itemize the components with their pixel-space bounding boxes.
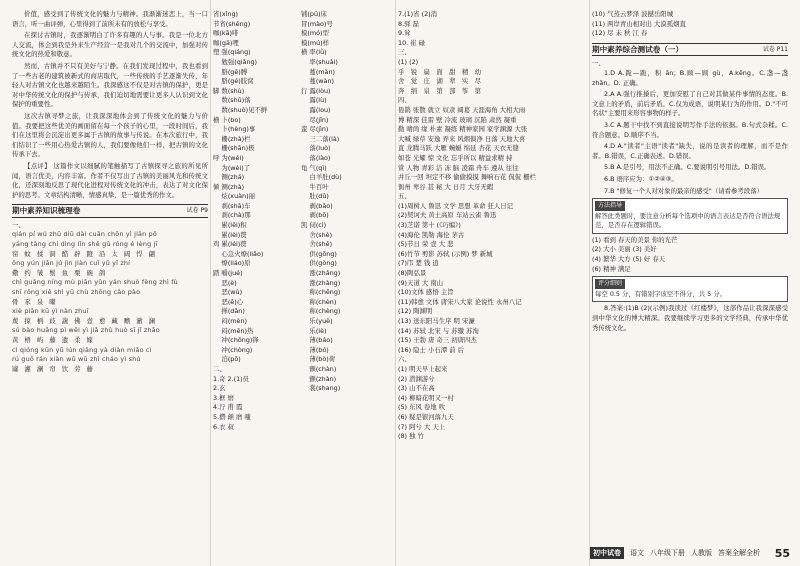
answer-item: (12) 陶渊明 <box>398 307 433 316</box>
answer-item: (1)周树人 鲁迅 文学 思想 革命 狂人日记 <box>398 201 514 210</box>
pronunciation-item: 剥(bō) <box>301 211 329 220</box>
section-number: 一、 <box>592 59 605 68</box>
answer-paragraph: 1.D A.跪—跪，积 ān；B.顾—顾 gù，A.kēng。C.盏—盏 zhǎn。D. 正确。 <box>592 68 788 87</box>
pinyin-list <box>12 230 208 374</box>
pronunciation-item: 铺(pū)床 <box>301 10 327 18</box>
pronunciation-item: 累(lèi)赘 <box>213 230 247 239</box>
answer-item: (7) 阿兮 大 天上 <box>398 422 446 431</box>
fill-answer-item: (2) 大小 美丽 (3) 美好 <box>592 245 657 254</box>
answer-item: 直 龙腾马跃 大雁 蜿蜒 绵延 杏花 天衣无缝 <box>398 144 519 153</box>
pinyin-row: yáng tāng chí dìng lǐn shě gǔ róng é lèng jī <box>12 240 158 249</box>
column-divider <box>210 0 211 566</box>
pronunciation-item: 率(shuài) <box>301 57 338 66</box>
pronunciation-item: 恶(è) <box>213 278 237 287</box>
answer-item: 六、 <box>398 355 411 364</box>
poem-answer-item: (11) 两岸青山相对出 大漠孤烟直 <box>592 19 686 28</box>
answer-item: 并丘一回 坦定不移 偷偷摸摸 舞响石花 侃侃 栅栏 <box>398 173 536 182</box>
pronunciation-item: 薄(bò)荷 <box>301 355 336 364</box>
pinyin-row: sú bào huāng pì wěi yì jiǎ zhù huò sī jǐ zhāo <box>12 326 160 335</box>
pronunciation-item: 涨(zhǎng) <box>301 269 341 278</box>
section-title: 期中素养综合测试卷（一） <box>592 44 684 54</box>
answer-item: (9)天道 大 南山 <box>398 278 444 287</box>
final-answer: 8.答案:(1)B (2)(示例)我读过《红楼梦》，这部作品让我深深感受到中华文化的博大精深。我要继续学习更多的文学经典，传承中华优秀传统文化。 <box>592 304 788 332</box>
pronunciation-item: 2.玄 <box>213 384 226 393</box>
page-number: 55 <box>774 546 790 560</box>
answer-paragraph: 5.B A.是引号，用法不正确。C.要说明引号用法。D.错误。 <box>604 163 771 172</box>
pronunciation-item: 尽(jǐn) <box>301 115 329 124</box>
pronunciation-item: 舍(shě) <box>301 240 333 249</box>
pronunciation-item: 蔓(màn) <box>301 67 335 76</box>
essay-paragraph: 然而，古镇并不只有美好与宁静。在我们发现过程中，我也看到了一些古老的建筑被新式的商店取代，一些传统的手艺逐渐失传，年轻人对古镇文化也越来越陌生。我深感这不仅是对古镇的保护，更是对中华传统文化的保护与传承，我们迫切地需要让更多人认识到文化保护的重要性。 <box>12 61 208 109</box>
column-3 <box>398 10 586 550</box>
page-footer <box>590 546 790 560</box>
scoring-box <box>592 276 788 302</box>
method-tip-text: 解答此类题时，要注意分析每个选项中的语言表达是否符合语法规范，是否存在逻辑错误。 <box>595 211 781 230</box>
pronunciation-item: 数(shuò)见不鲜 <box>213 105 268 114</box>
pronunciation-item: 薄(bó) <box>301 345 329 354</box>
answer-item: (10)文体 感悟 主旨 <box>398 288 454 297</box>
pronunciation-item: 涨(zhàng) <box>301 278 341 287</box>
pronunciation-item: 呼 为(wéi) <box>213 153 244 162</box>
answer-paragraph: 2.A A.强行推搡后，更加安慰了自己对其做某件事情的态度。B.文意上的矛盾，前后矛盾。C.仅为成语，说明某行为的作用。D."不可名状"主要用来形容事物的样子。 <box>592 90 788 118</box>
hanzi-row: 黄 梧 屿 藤 遗 柔 嫁 <box>12 336 95 344</box>
answer-item: 赏 人物 青彩 洁 冻 脑 凌霜 舟车 遵从 往往 <box>398 163 519 172</box>
answer-item: (15) 王勃 唐 奇三 初唐四杰 <box>398 336 477 345</box>
pronunciation-item: 3.框 磨 <box>213 393 234 402</box>
pronunciation-item: 累(lěi)积 <box>213 221 247 230</box>
hanzi-row: 蔑 掠 柄 歧 蔬 佛 壹 愈 藏 赡 澈 澜 <box>12 316 158 325</box>
pronunciation-item: 1.奇 2.(1)员 <box>213 374 250 383</box>
answer-paragraphs <box>592 69 788 196</box>
answer-item: (6) 疑是银河落九天 <box>398 412 454 421</box>
pronunciation-item: 为(wèi)了 <box>213 163 251 172</box>
pronunciation-item: 踏 嚼(jué) <box>213 269 243 278</box>
answer-item: (14) 苏轼 北宋 与 苏辙 苏洵 <box>398 326 479 335</box>
answer-item: 如苍 光耀 惊 文化 忘乎所以 精益求精 持 <box>398 153 513 162</box>
pronunciation-item: 薄(báo) <box>301 336 333 345</box>
answer-item: 五、 <box>398 192 411 201</box>
pinyin-row: ǒng yún jiān jú jìn jiàn cuī yǔ yǐ zhí <box>12 259 131 268</box>
poem-answer-item: (12) 尽 未 秋 江 春 <box>592 29 648 38</box>
hanzi-row: 窑 蚊 揉 洞 酷 辟 蹬 沿 太 阔 悍 翩 <box>12 249 158 258</box>
pronunciation-item: 刹(shā)车 <box>213 201 251 210</box>
answer-item: (1) (2) <box>398 57 419 66</box>
pinyin-row: qián pí wú zhū diū dài cuān chōn yì jiān pō <box>12 230 158 239</box>
pronunciation-item: 刹(chà)那 <box>213 211 251 220</box>
answer-list <box>398 10 586 442</box>
answer-item: (6)竹节 剪影 苏轼 (示例) 梦 新城 <box>398 249 493 258</box>
essay-paragraph: 在探讨古镇时，我逐渐明白了许多有趣的人与事。我是一位北方人交流，体会到我是外来生产经营一是我对几个的交流中，加强对传统文化的热爱和敬意。 <box>12 31 208 59</box>
pronunciation-item: 舍(shè) <box>301 230 333 239</box>
answer-item: 奔 绢 泉 第 部 筝 第 <box>398 86 482 95</box>
answer-item: 衙州 卑谷 甚 秘 大 日月 大牙无暇 <box>398 182 494 191</box>
pronunciation-item: 横 卜(bo) <box>213 115 241 124</box>
answer-item: 乎 锐 扁 面 甜 精 幼 <box>398 67 482 76</box>
answer-item: (5) 东风 卷地 吹 <box>398 403 446 412</box>
pronunciation-item: 剥(bāo) <box>301 201 333 210</box>
footer-label: 答案全解全析 <box>718 549 760 557</box>
answer-item: 四、 <box>398 96 411 105</box>
pronunciation-item: 龟 气(qì) <box>301 163 327 172</box>
pronunciation-item: 露(lou) <box>301 105 331 114</box>
pronunciation-item: 鸡 累(léi)赘 <box>213 240 247 249</box>
answer-item: (8) 独 竹 <box>398 432 424 441</box>
pronunciation-item: 冒(mào)号 <box>301 19 333 28</box>
pronunciation-item: 落(lào) <box>301 153 331 162</box>
fill-answer-item: (6) 精神 满足 <box>592 264 631 273</box>
pronunciation-item: 乐(lè) <box>301 326 327 335</box>
pronunciation-item: 凯 伺(cì) <box>301 221 327 230</box>
hanzi-row: 窿 灌 澜 帘 饮 劳 藤 <box>12 364 95 373</box>
answer-item: (3)芝诺 第十 (《巧编》) <box>398 221 461 230</box>
pronunciation-item: 卜(hèng)事 <box>213 125 256 134</box>
pronunciation-item: 5.攒 颠 磨 嗤 <box>213 412 251 421</box>
footer-edition: 人教版 <box>691 549 712 557</box>
hanzi-row: 儆 约 皱 鬃 鱼 栗 碗 鸽 <box>12 268 108 277</box>
answer-item: (8)陶弘景 <box>398 269 427 278</box>
pronunciation-item: 供(gòng) <box>301 259 337 268</box>
answer-item: (13) 送东阳马生序 明 宋濂 <box>398 317 475 325</box>
pronunciation-item: 塑 强(qiáng) <box>213 48 251 57</box>
column-divider <box>395 0 396 566</box>
answer-item: (5)节日 荣 壹 大 悲 <box>398 240 454 249</box>
answer-paragraph: 6.B 语序应为：①②④③。 <box>604 174 678 183</box>
pinyin-row: chì guǎng níng mù piān yǔn yán shuò fèng zhì fù <box>12 278 178 287</box>
pronunciation-item: 称(chēng) <box>301 288 341 297</box>
poem-answers <box>592 10 788 39</box>
pronunciation-item: 落(luò) <box>301 144 331 153</box>
section-title: 期中素养知识梳理卷 <box>12 206 81 216</box>
fill-answers <box>592 236 788 274</box>
pronunciation-item: 闷(mēn)热 <box>213 326 254 335</box>
essay-paragraphs <box>12 10 208 200</box>
pronunciation-item: 冲(chòng) <box>213 345 253 354</box>
poem-answer-item: (10) 气蒸云梦泽 波撼岳阳城 <box>592 10 674 18</box>
pronunciation-item: 咖(gā)哩 <box>213 38 239 47</box>
answer-item: (4)海伦 凯勒 海伦 茅古 <box>398 230 465 239</box>
pronunciation-item: 裳(shang) <box>301 384 341 393</box>
section-number: 一、 <box>12 220 25 229</box>
pronunciation-item: 勉强(qiǎng) <box>213 57 258 66</box>
essay-paragraph: 价值，感受到了传统文化的魅力与精神。我渐渐迷恋上，当一口语言，听一曲评弹，心里得到了前所未有的放松与享受。 <box>12 10 208 28</box>
pronunciation-item: 二、 <box>213 364 226 373</box>
pronunciation-list-right <box>301 10 393 432</box>
essay-paragraph: 【点评】 这篇作文以细腻的笔触描写了古镇探寻之旅的所见所闻，语言优美，内容丰富。作者不仅写出了古镇的美丽风光和传统文化，还深刻地反思了现代化进程对传统文化的冲击，表达了对文化保护的思考。文章结构清晰，情感真挚，是一篇优秀的作文。 <box>12 161 208 199</box>
pronunciation-item: 胳(gé)肢窝 <box>213 77 254 86</box>
answer-item: 8.驿 磊 <box>398 19 419 28</box>
column-4 <box>592 10 788 550</box>
pronunciation-item: 颤(zhàn) <box>301 374 337 383</box>
pinyin-row: shī rǒng xiě shì yǔ chù zhōng cǎo pào <box>12 288 141 297</box>
pronunciation-item: 供(gōng) <box>301 249 337 258</box>
pronunciation-item: 称(chèng) <box>301 307 341 316</box>
column-1 <box>12 10 208 550</box>
pronunciation-item: 栅(shān)极 <box>213 144 255 153</box>
answer-item: 7.(1)省 (2)消 <box>398 10 438 18</box>
pronunciation-item: 称(chèn) <box>301 297 337 306</box>
pronunciation-item: 掸(dǎn) <box>213 307 245 316</box>
pronunciation-item: 模(mó)型 <box>301 29 329 38</box>
section-header <box>592 43 788 57</box>
pinyin-row: xiè piān kū yì nàn zhuī <box>12 307 89 316</box>
answer-item: 三、 <box>398 48 411 57</box>
answer-item: (2) 潜渊游兮 <box>398 374 435 383</box>
pronunciation-item: 露(lù) <box>301 96 327 105</box>
hanzi-row: 骨 豕 泉 曜 <box>12 297 58 306</box>
pronunciation-item: 恶(wù) <box>213 288 243 297</box>
pronunciation-item: 数(shǔ)落 <box>213 96 251 105</box>
pronunciation-item: 咖(kā)啡 <box>213 29 239 38</box>
pronunciation-item: 蔓(wàn) <box>301 77 334 86</box>
pronunciation-item: 节省(shěng) <box>213 19 251 28</box>
column-divider <box>589 0 590 566</box>
scoring-text: 每空 0.5 分，有错别字该空不得分，共 5 分。 <box>595 289 726 298</box>
pronunciation-item: 白羊肚(dù) <box>301 173 342 182</box>
essay-paragraph: 这次古镇寻梦之旅，让我深深地体会到了传统文化的魅力与价值。我要把这些优美的画面留在每一个孩子的心里，一段时间后，我们在这里将会沉淀出更多属于古镇的故事与传说。在本次旅行中，我们结识了一些用心热爱古镇的人，我们要像他们一样，把古镇的文化传承下去。 <box>12 111 208 159</box>
answer-paragraph: 4.D A."读者"主语"读者"缺失，说的是读者的理解，而不是作者。B.错误，C.正确表述。D.错误。 <box>592 142 788 160</box>
answer-item: (2)契诃夫 黄土高原 车站云雀 鲁迅 <box>398 211 497 220</box>
pronunciation-item: 颤(chàn) <box>301 364 337 373</box>
pronunciation-item: 行 露(lòu) <box>301 86 331 95</box>
pronunciation-item: 6.衣 叔 <box>213 422 234 431</box>
answer-paragraph: 3.C A.题干中找不到直接说明写作手法的依据。B.句式杂糅。C.符合题意。D.顺序不当。 <box>592 120 788 139</box>
pronunciation-item: 闷(mèn) <box>213 317 248 325</box>
answer-item: 舍 觉 庄 湖 辈 实 尽 <box>398 77 482 86</box>
method-tip-box <box>592 198 788 234</box>
pinyin-row: cì qióng kūn yū lún qiāng yà diàn miǎo cì <box>12 345 152 354</box>
pronunciation-item: 倾 铡(zhà) <box>213 182 245 191</box>
answer-item: 9.耸 <box>398 29 411 38</box>
answer-paragraph: 7.B "修复一个人对对象的最亲的感受"（请看参考段落） <box>604 186 763 195</box>
scoring-tag: 评分细则 <box>595 279 625 289</box>
pronunciation-item: 三二落(là) <box>301 134 340 143</box>
pronunciation-item: 泊(pō) <box>213 355 241 364</box>
answer-item: (16) 隐士 小石潭 前 后 <box>398 345 464 354</box>
column-2 <box>213 10 393 550</box>
answer-item: (3) 山不在高 <box>398 384 435 393</box>
footer-brand: 初中试卷 <box>590 547 624 559</box>
pronunciation-item: 栅(zhà)栏 <box>213 134 251 143</box>
section-ref: 试卷 P9 <box>186 207 208 215</box>
footer-grade: 八年级下册 <box>650 549 685 557</box>
pronunciation-item: 4.泞 甫 霞 <box>213 403 243 412</box>
pronunciation-item: 铡(zhá) <box>213 173 245 182</box>
pronunciation-item: 蛮 尽(jìn) <box>301 125 329 134</box>
pronunciation-item: 脚 数(shù) <box>213 86 245 95</box>
answer-item: 10. 崔 碌 <box>398 38 426 47</box>
answer-item: (1) 明天早上起来 <box>398 364 448 373</box>
pronunciation-item: 省(xǐng) <box>213 10 239 18</box>
pinyin-row: rú guǒ rán xiàn wǔ wǔ zhì cháo yì shú <box>12 355 141 364</box>
pronunciation-item: 恶(ě)心 <box>213 297 244 306</box>
pronunciation-item: 冲(chōng)锋 <box>213 336 259 345</box>
footer-subject: 语文 <box>630 549 644 557</box>
pronunciation-item: 炫(xuàn)丽 <box>213 192 255 201</box>
fill-answer-item: (1) 看到 春天的美景 你的光芒 <box>592 235 678 244</box>
pronunciation-item: 乐(yuè) <box>301 317 333 325</box>
answer-item: 勤 晴尚 缘 朴素 凝练 精神家园 家学渊源 大张 <box>398 125 528 134</box>
method-tip-tag: 方法指导 <box>595 201 625 211</box>
answer-item: (7)邝 楚 钱 逍 <box>398 259 439 268</box>
pronunciation-item: 横 率(lǜ) <box>301 48 327 57</box>
answer-item: 博 精深 佳雷 壁 冷流 玻璃 沉陷 肃然 凝重 <box>398 115 517 124</box>
pronunciation-item: 牛百叶 <box>301 182 329 191</box>
pronunciation-item: 模(mú)样 <box>301 38 330 47</box>
pronunciation-item: 燎(liáo)原 <box>213 259 251 268</box>
section-header <box>12 204 208 218</box>
pronunciation-item: 心急火燎(liǎo) <box>213 249 264 258</box>
pronunciation-item: 胳(gē)膊 <box>213 67 248 76</box>
answer-item: (4) 柳暗花明又一村 <box>398 393 454 402</box>
fill-answer-item: (4) 繁华 大方 (5) 好 春天 <box>592 255 665 264</box>
answer-item: 倦鹊 张散 就立 奴隶 阔葛 天涯海角 大相大雨 <box>398 105 526 114</box>
pronunciation-list-left <box>213 10 301 432</box>
answer-item: (11)韩愈 文体 唐宋八大家 论说性 永州八记 <box>398 297 522 306</box>
answer-item: 大喊 绿草 安逸 弄来 风烟俱净 日落 天地大喜 <box>398 134 526 143</box>
section-ref: 试卷 P11 <box>762 45 788 53</box>
pronunciation-item: 肚(dǔ) <box>301 192 329 201</box>
